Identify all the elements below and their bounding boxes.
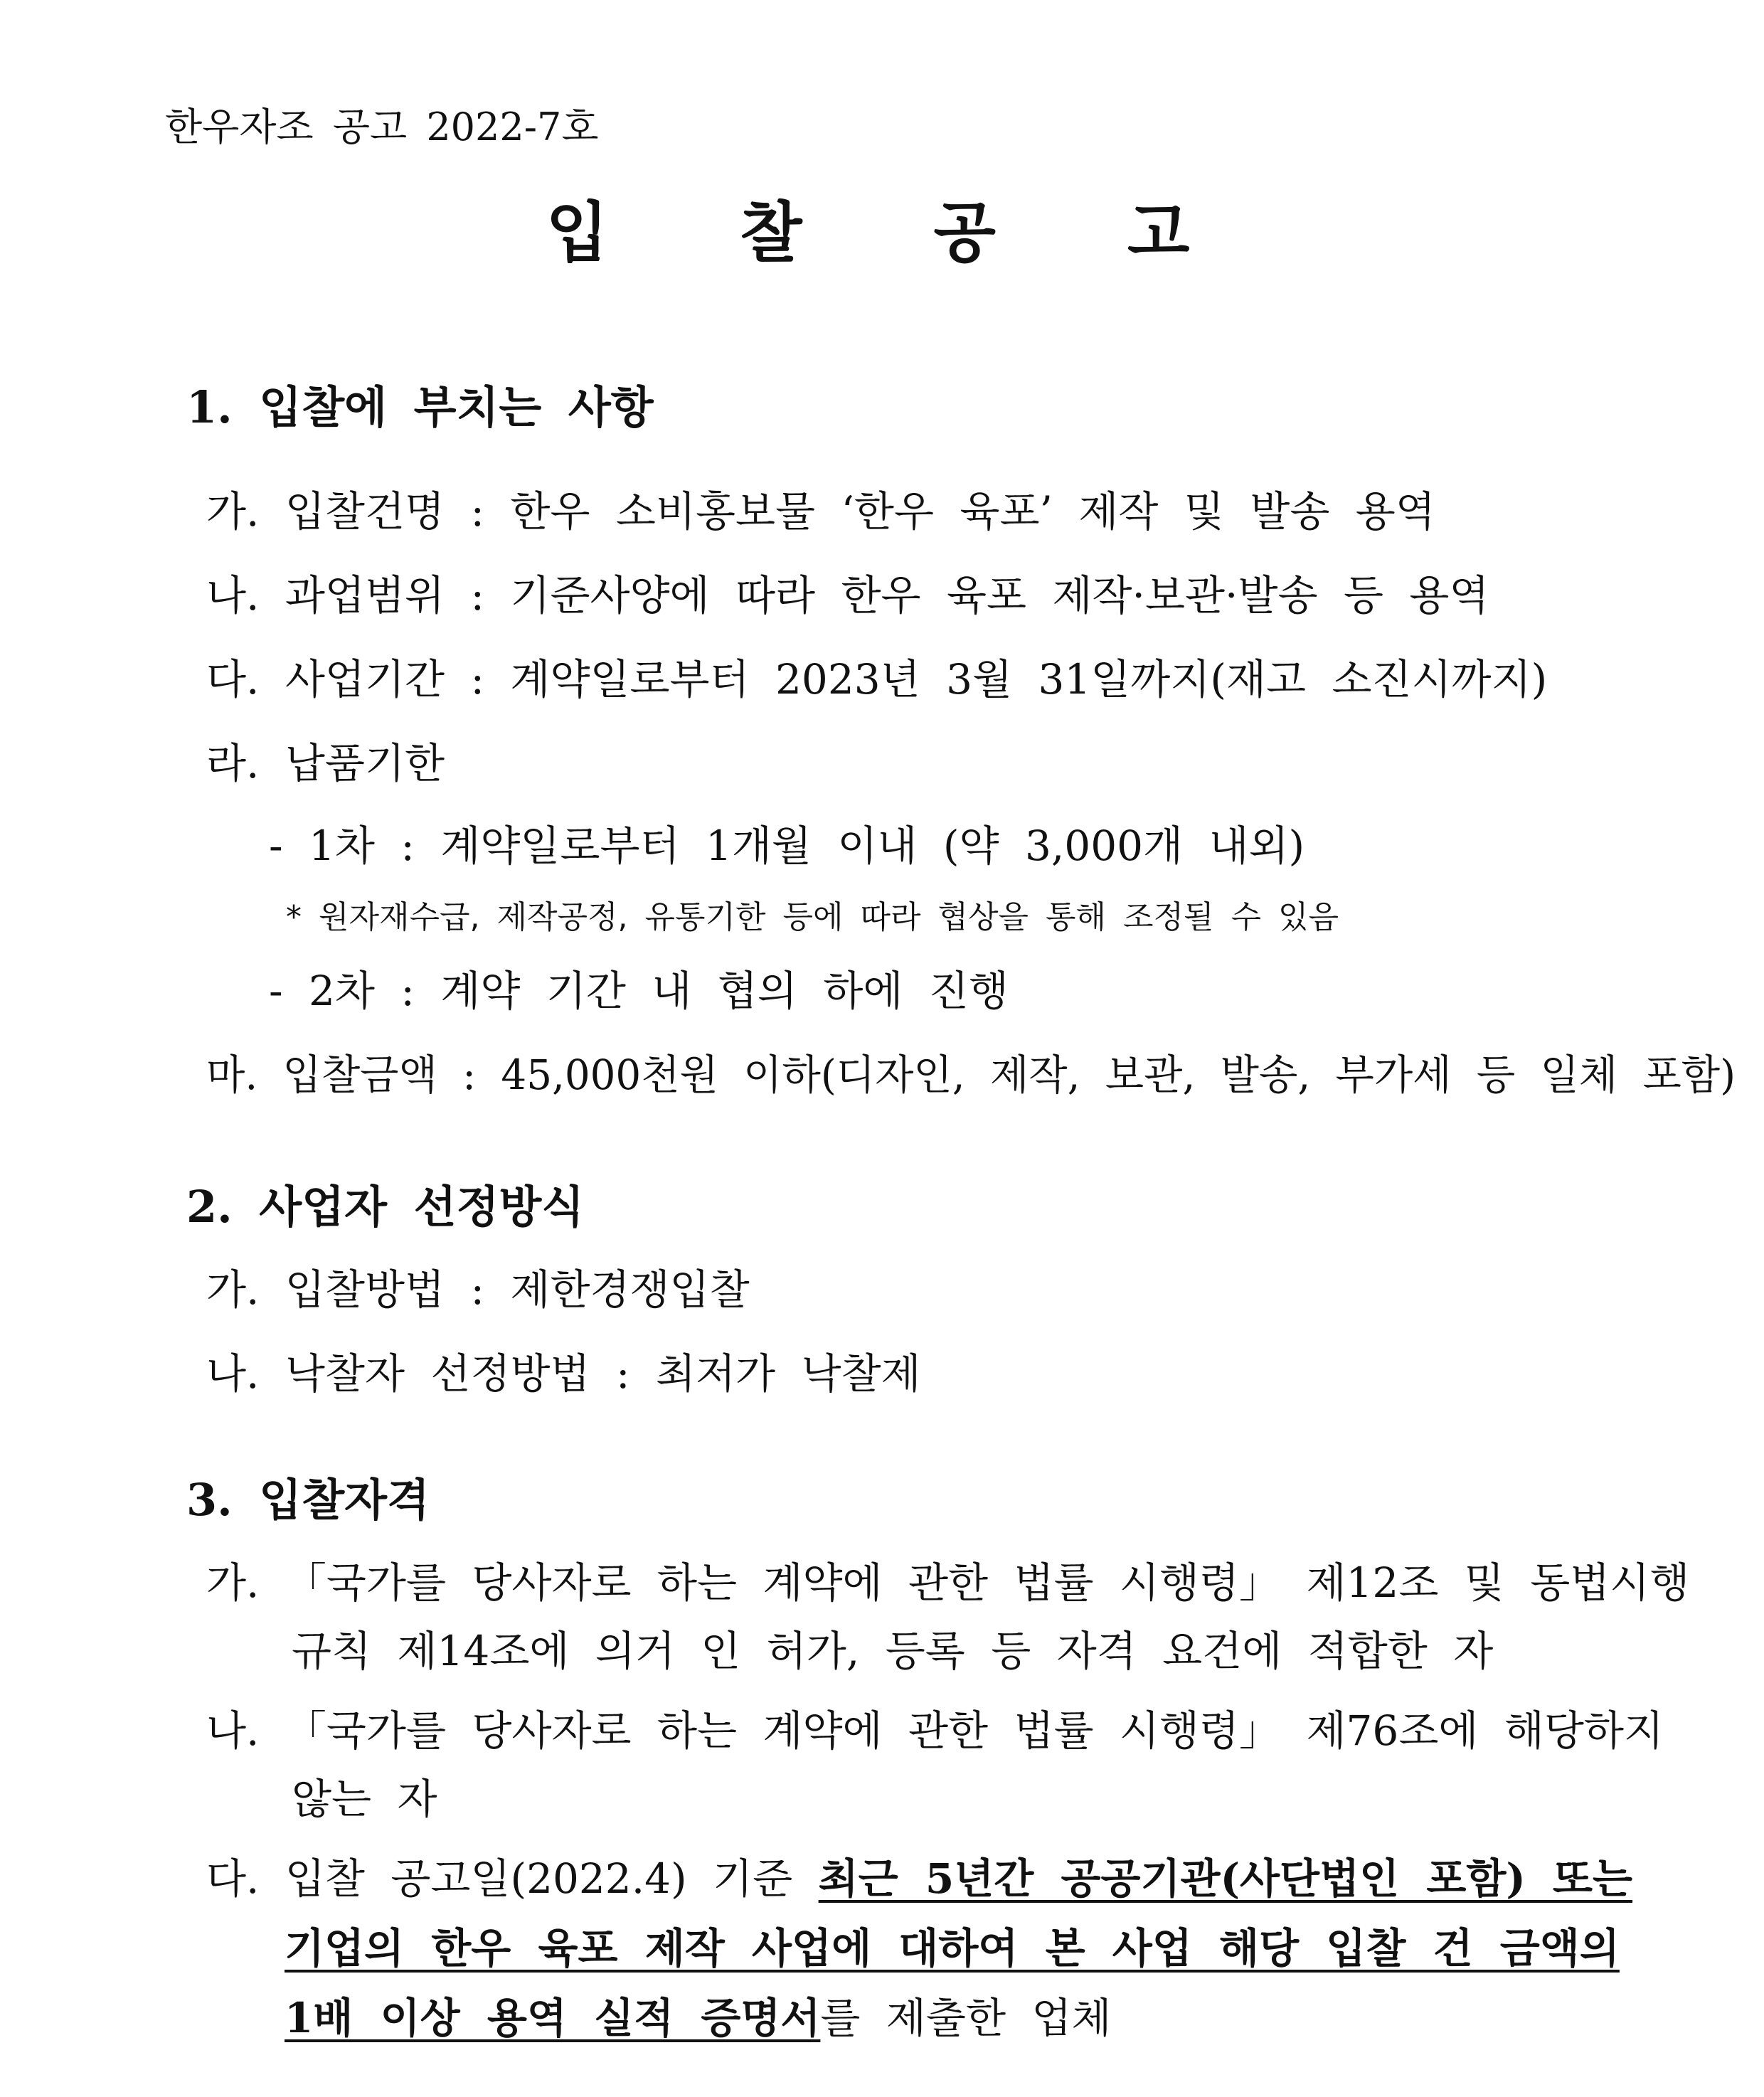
section-1-item-period: 다. 사업기간 : 계약일로부터 2023년 3월 31일까지(재고 소진시까지) [206,655,1548,704]
section-2-heading: 2. 사업자 선정방식 [186,1181,585,1233]
section-2-item-bid-method: 가. 입찰방법 : 제한경쟁입찰 [206,1265,750,1314]
c-line-3-emphasis: 1배 이상 용역 실적 증명서 [285,1994,821,2042]
section-3-item-c-line-3 [285,1994,1112,2042]
section-3-item-a-line-2: 규칙 제14조에 의거 인 허가, 등록 등 자격 요건에 적합한 자 [292,1627,1494,1675]
c-line-1-emphasis: 최근 5년간 공공기관(사단법인 포함) 또는 [818,1854,1633,1903]
section-3-heading: 3. 입찰자격 [186,1474,430,1526]
c-line-2-emphasis: 기업의 한우 육포 제작 사업에 대하여 본 사업 해당 입찰 건 금액의 [285,1924,1620,1973]
section-3-item-b-line-2: 않는 자 [292,1775,437,1823]
notice-number: 한우자조 공고 2022-7호 [165,105,599,149]
section-3-item-a-line-1: 가. 「국가를 당사자로 하는 계약에 관한 법률 시행령」 제12조 및 동법시행 [206,1559,1690,1607]
section-3-item-c-line-1 [206,1854,1633,1903]
delivery-first-round-note: * 원자재수급, 제작공정, 유통기한 등에 따라 협상을 통해 조정될 수 있음 [286,899,1339,935]
section-3-item-c-line-2 [285,1924,1620,1973]
section-1-item-delivery-deadline: 라. 납품기한 [206,739,445,787]
section-1-item-bid-amount: 마. 입찰금액 : 45,000천원 이하(디자인, 제작, 보관, 발송, 부가세 등 일체 포함) [206,1051,1736,1099]
c-line-1-plain-text: 다. 입찰 공고일(2022.4) 기준 [206,1854,819,1903]
c-line-3-plain-text: 를 제출한 업체 [820,1994,1112,2042]
section-3-item-b-line-1: 나. 「국가를 당사자로 하는 계약에 관한 법률 시행령」 제76조에 해당하지 [206,1706,1664,1755]
section-1-item-bid-name: 가. 입찰건명 : 한우 소비홍보물 ‘한우 육포’ 제작 및 발송 용역 [206,487,1435,536]
delivery-second-round: - 2차 : 계약 기간 내 협의 하에 진행 [269,967,1009,1015]
delivery-first-round: - 1차 : 계약일로부터 1개월 이내 (약 3,000개 내외) [269,822,1305,870]
section-1-item-scope: 나. 과업범위 : 기준사양에 따라 한우 육포 제작·보관·발송 등 용역 [206,571,1489,620]
section-1-heading: 1. 입찰에 부치는 사항 [186,381,654,433]
document-title: 입 찰 공 고 [546,195,1245,271]
section-2-item-selection-method: 나. 낙찰자 선정방법 : 최저가 낙찰제 [206,1349,921,1398]
